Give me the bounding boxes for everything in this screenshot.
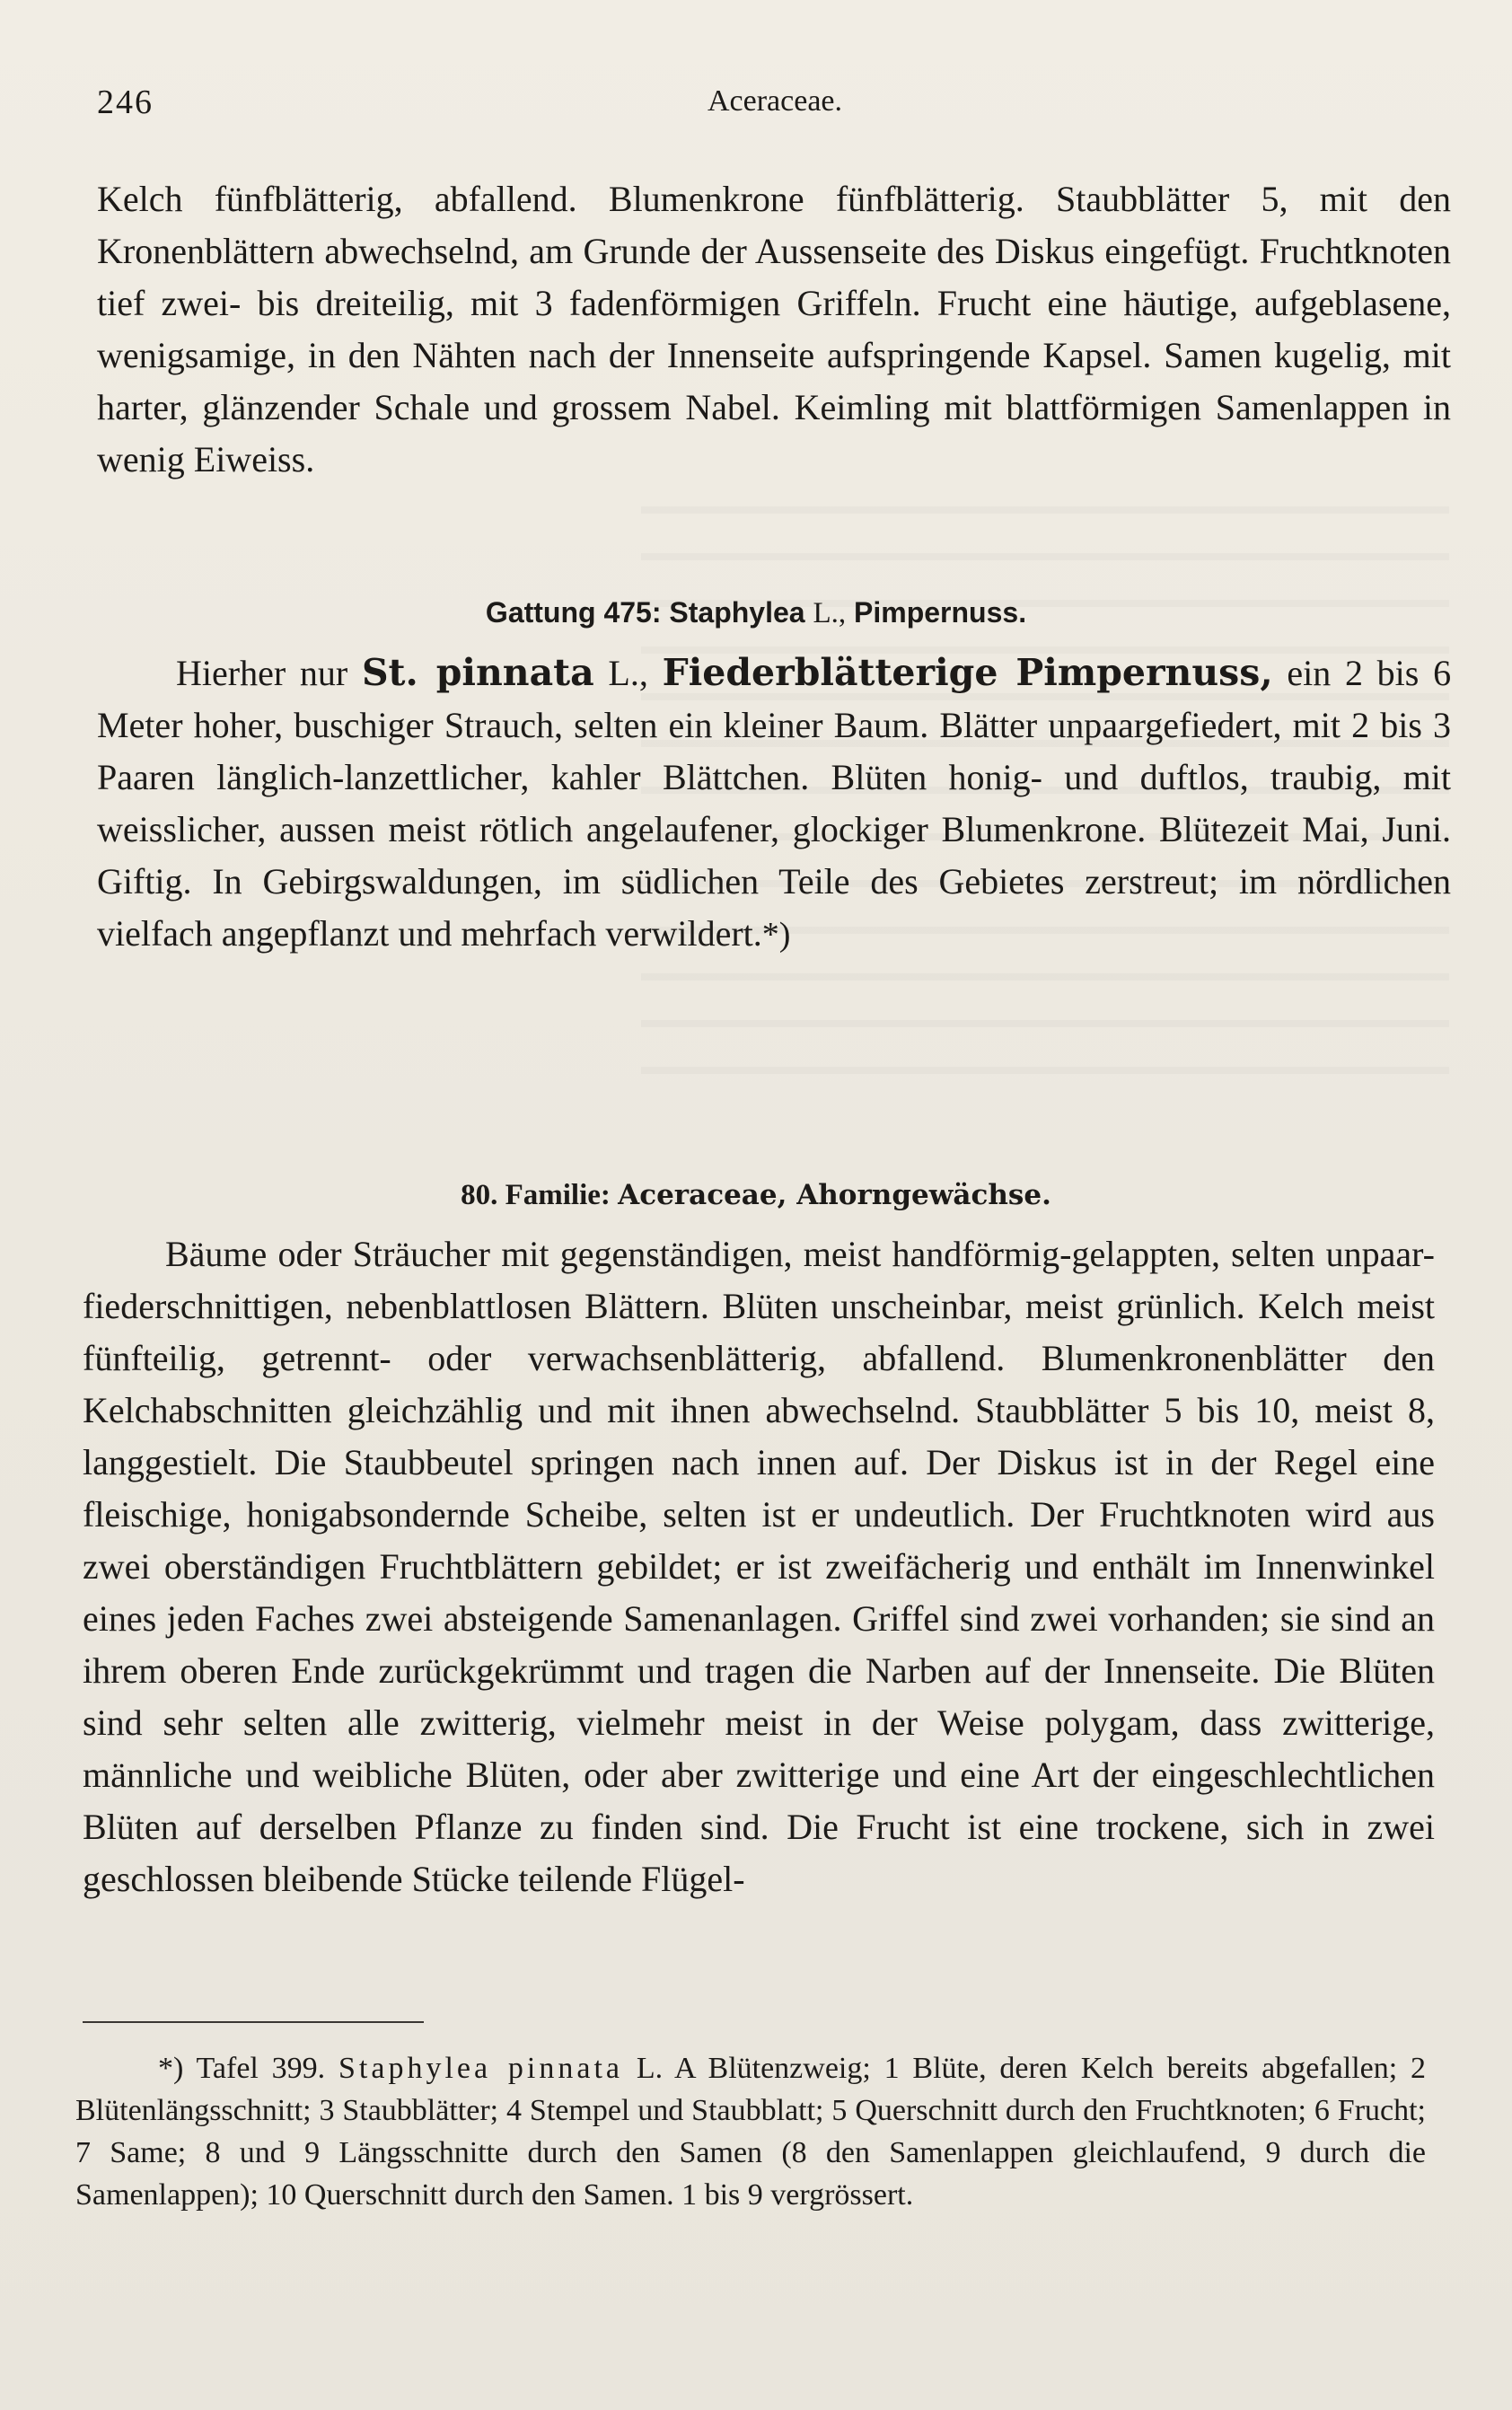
- family-name: Aceraceae, Ahorngewächse.: [618, 1179, 1051, 1211]
- genus-common-name: Pimpernuss.: [854, 596, 1027, 629]
- genus-heading: [0, 596, 1512, 630]
- family-label: 80. Familie:: [461, 1179, 611, 1211]
- species-name: St. pinnata: [361, 651, 594, 694]
- genus-name: Staphylea: [669, 596, 805, 629]
- page-number: 246: [97, 84, 154, 121]
- footnote-text: L. A Blütenzweig; 1 Blüte, deren Kelch bereits abgefallen; 2 Blütenlängsschnitt; 3 Staubblätter; 4 Stempel und Staubblatt; 5 Querschnitt durch den Fruchtknoten; 6 Frucht; 7 Same; 8 und 9 Längsschnitte durch den Samen (8 den Samenlappen gleichlaufend, 9 durch die Samenlappen); 10 Querschnitt durch den Samen. 1 bis 9 vergrössert.: [75, 2052, 1427, 2212]
- species-author: L.,: [608, 653, 648, 693]
- footnote: [75, 2047, 1426, 2216]
- footnote-divider: [83, 2021, 424, 2023]
- page-header: [97, 83, 1453, 136]
- species-intro: Hierher nur: [176, 653, 348, 693]
- footnote-reference: *): [761, 916, 791, 954]
- footnote-mark: *) Tafel 399.: [158, 2052, 326, 2085]
- genus-description-paragraph: Kelch fünfblätterig, abfallend. Blumenkrone fünfblätterig. Staubblätter 5, mit den Kronenblättern abwechselnd, am Grunde der Aussenseite des Diskus eingefügt. Fruchtknoten tief zwei- bis dreiteilig, mit 3 fadenförmigen Griffeln. Frucht eine häutige, aufgeblasene, wenigsamige, in den Nähten nach der Innenseite aufspringende Kapsel. Samen kugelig, mit harter, glänzender Schale und grossem Nabel. Keimling mit blattförmigen Samenlappen in wenig Eiweiss.: [97, 179, 1451, 479]
- footnote-species: Staphylea pinnata: [338, 2052, 623, 2085]
- family-description-paragraph: Bäume oder Sträucher mit gegenständigen, meist handförmig-gelappten, selten unpaar-fiederschnittigen, nebenblattlosen Blättern. Blüten unscheinbar, meist grünlich. Kelch meist fünfteilig, getrennt- oder verwachsenblätterig, abfallend. Blumenkronenblätter den Kelchabschnitten gleichzählig und mit ihnen abwechselnd. Staubblätter 5 bis 10, meist 8, langgestielt. Die Staubbeutel springen nach innen auf. Der Diskus ist in der Regel eine fleischige, honigabsondernde Scheibe, selten ist er undeutlich. Der Fruchtknoten wird aus zwei oberständigen Fruchtblättern gebildet; er ist zweifächerig und enthält im Innenwinkel eines jeden Faches zwei absteigende Samenanlagen. Griffel sind zwei vorhanden; sie sind an ihrem oberen Ende zurückgekrümmt und tragen die Narben auf der Innenseite. Die Blüten sind sehr selten alle zwitterig, vielmehr meist in der Weise polygam, dass zwitterige, männliche und weibliche Blüten, oder aber zwitterige und eine Art der eingeschlechtlichen Blüten auf derselben Pflanze zu finden sind. Die Frucht ist eine trockene, sich in zwei geschlossen bleibende Stücke teilende Flügel-: [83, 1234, 1435, 1899]
- species-common-name: Fiederblätterige Pimpernuss,: [662, 651, 1273, 694]
- genus-label: Gattung 475:: [485, 596, 662, 629]
- family-heading: [0, 1179, 1512, 1212]
- species-description: ein 2 bis 6 Meter hoher, buschiger Strauch, selten ein kleiner Baum. Blätter unpaargefiedert, mit 2 bis 3 Paaren länglich-lanzettlicher, kahler Blättchen. Blüten honig- und duftlos, traubig, mit weisslicher, aussen meist rötlich angelaufener, glockiger Blumenkrone. Blütezeit Mai, Juni. Giftig. In Gebirgswaldungen, im südlichen Teile des Gebietes zerstreut; im nördlichen vielfach angepflanzt und mehrfach verwildert.: [97, 653, 1452, 954]
- genus-author: L.,: [813, 597, 847, 629]
- running-head: Aceraceae.: [707, 84, 842, 118]
- species-paragraph: [97, 646, 1451, 961]
